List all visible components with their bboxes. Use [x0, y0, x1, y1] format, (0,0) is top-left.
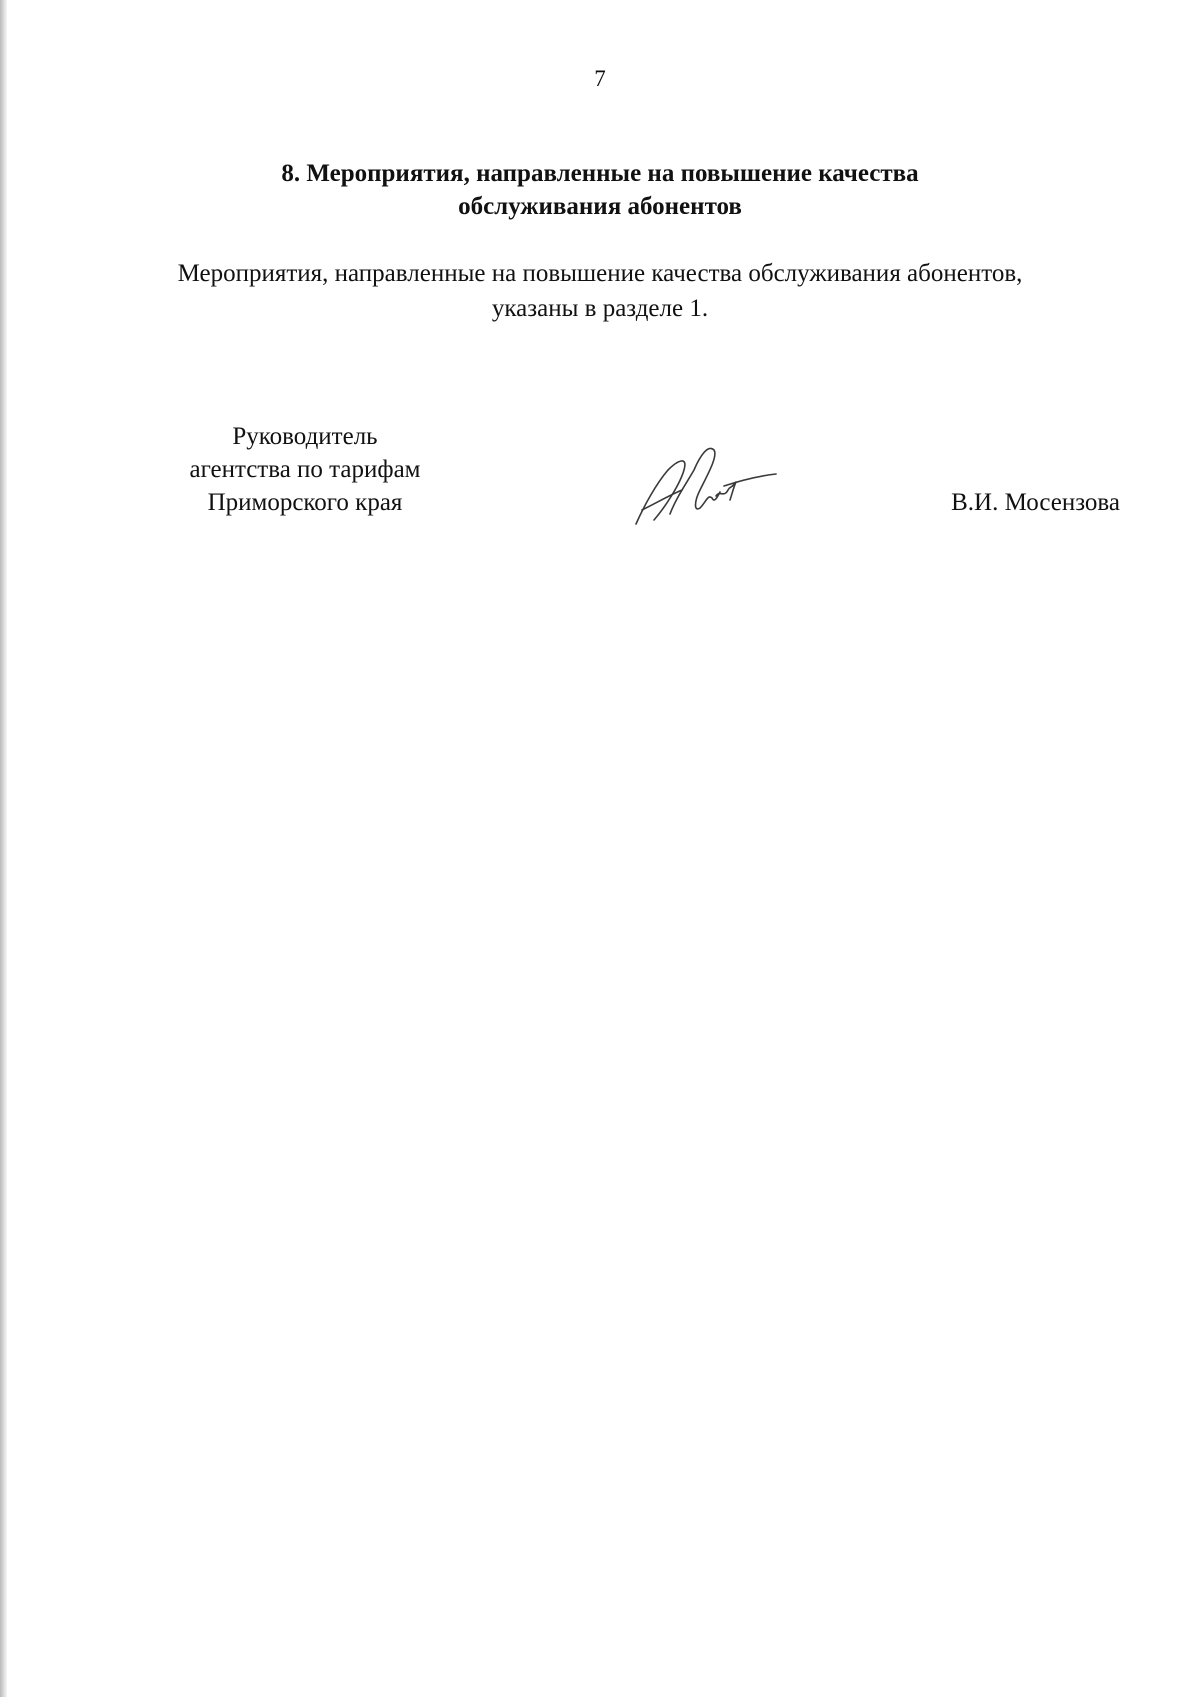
signature-icon — [630, 440, 780, 530]
section-title — [150, 157, 1050, 223]
section-title-line-1: 8. Мероприятия, направленные на повышение качества — [281, 160, 919, 187]
signer-position-line-1: Руководитель — [232, 423, 378, 450]
body-paragraph — [110, 256, 1090, 326]
page-number: 7 — [594, 66, 606, 91]
signer-position-line-3: Приморского края — [207, 489, 403, 516]
section-title-line-2: обслуживания абонентов — [458, 193, 742, 220]
body-paragraph-line-2: указаны в разделе 1. — [491, 295, 709, 322]
signer-position-line-2: агентства по тарифам — [189, 456, 421, 483]
signer-position — [140, 420, 470, 519]
scan-edge-shadow — [0, 0, 7, 1697]
signer-name: В.И. Мосензова — [951, 489, 1120, 516]
body-paragraph-line-1: Мероприятия, направленные на повышение качества обслуживания абонентов, — [177, 260, 1023, 287]
